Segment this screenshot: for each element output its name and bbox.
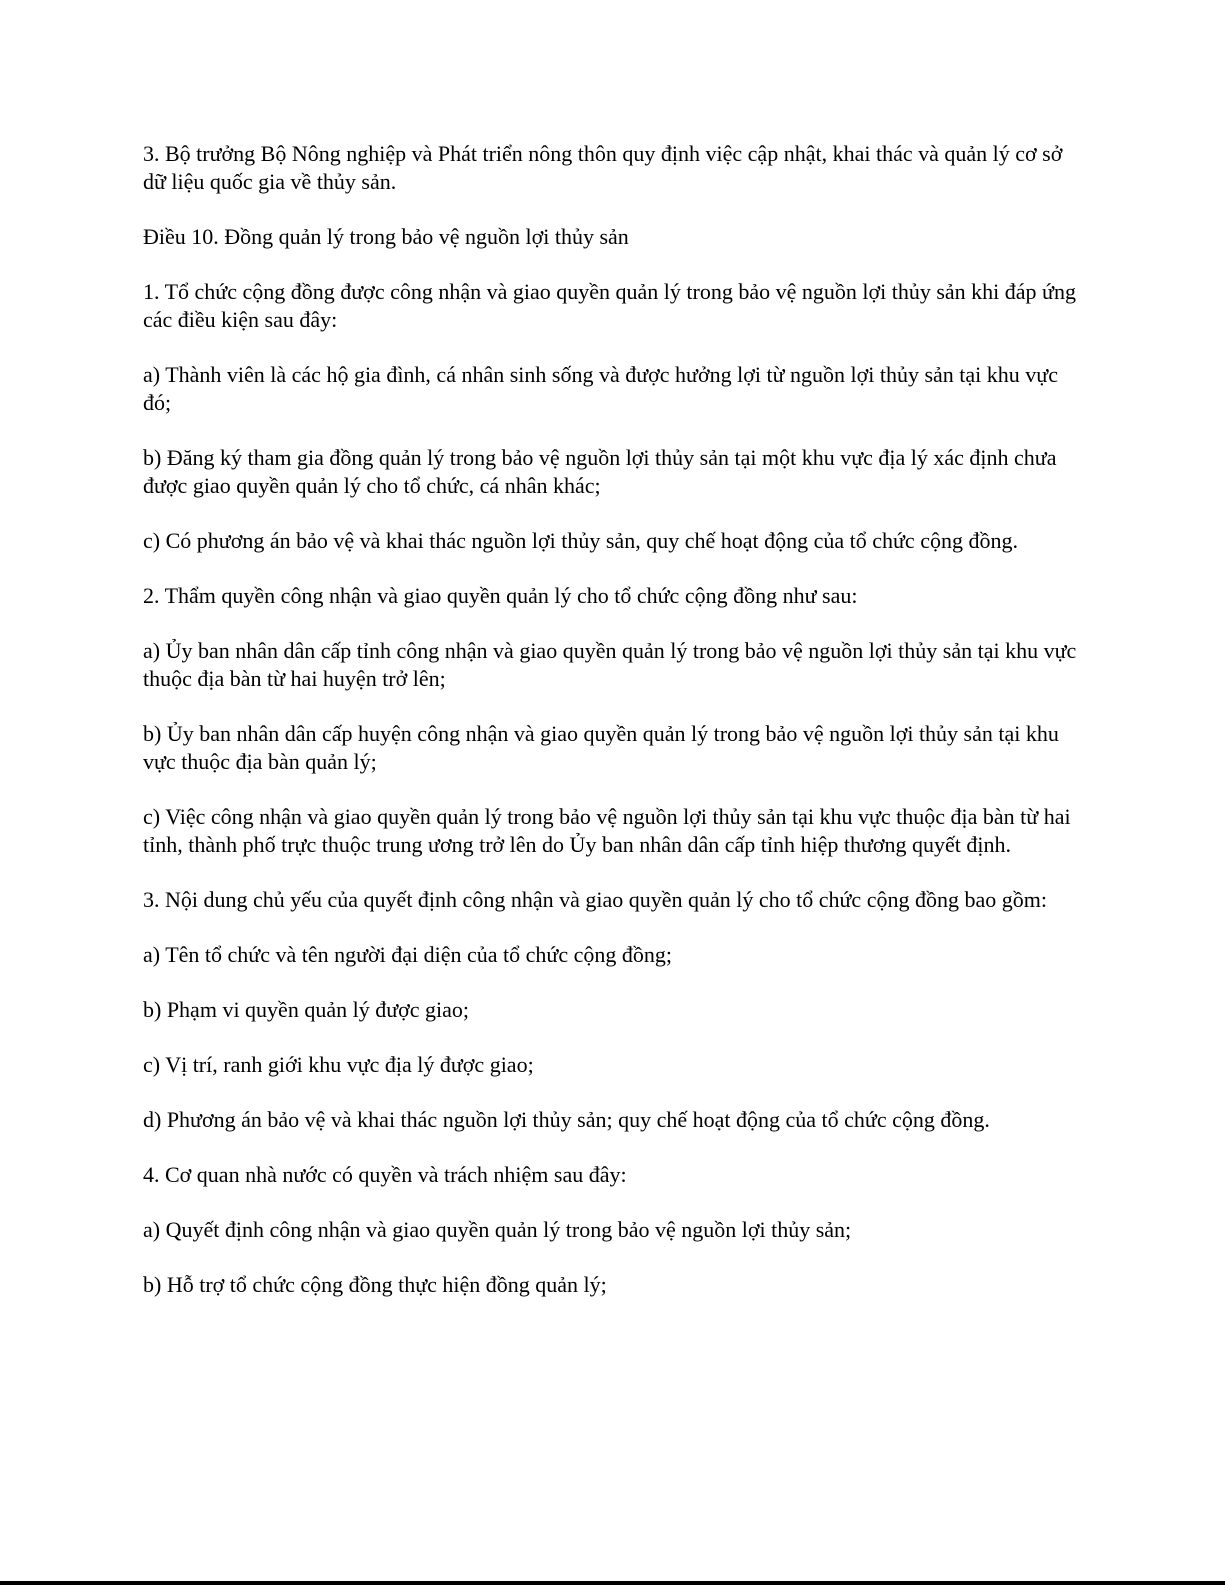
paragraph-clause-1b: b) Đăng ký tham gia đồng quản lý trong bảo vệ nguồn lợi thủy sản tại một khu vực địa lý xác định chưa được giao quyền quản lý cho tổ chức, cá nhân khác;: [143, 445, 1057, 498]
paragraph-clause-2c: c) Việc công nhận và giao quyền quản lý trong bảo vệ nguồn lợi thủy sản tại khu vực thuộc địa bàn từ hai tỉnh, thành phố trực thuộc trung ương trở lên do Ủy ban nhân dân cấp tỉnh hiệp thương quyết định.: [143, 804, 1071, 857]
paragraph-clause-3c: c) Vị trí, ranh giới khu vực địa lý được giao;: [143, 1052, 534, 1077]
paragraph-clause-3d: d) Phương án bảo vệ và khai thác nguồn lợi thủy sản; quy chế hoạt động của tổ chức cộng đồng.: [143, 1107, 990, 1132]
paragraph-clause-2b: b) Ủy ban nhân dân cấp huyện công nhận và giao quyền quản lý trong bảo vệ nguồn lợi thủy sản tại khu vực thuộc địa bàn quản lý;: [143, 721, 1059, 774]
document-body: [143, 140, 1078, 1326]
paragraph-clause-2: 2. Thẩm quyền công nhận và giao quyền quản lý cho tổ chức cộng đồng như sau:: [143, 583, 858, 608]
paragraph-clause-4: 4. Cơ quan nhà nước có quyền và trách nhiệm sau đây:: [143, 1162, 627, 1187]
paragraph-clause-1: 1. Tổ chức cộng đồng được công nhận và giao quyền quản lý trong bảo vệ nguồn lợi thủy sản khi đáp ứng các điều kiện sau đây:: [143, 279, 1076, 332]
page-bottom-border: [0, 1581, 1225, 1585]
paragraph-clause-4a: a) Quyết định công nhận và giao quyền quản lý trong bảo vệ nguồn lợi thủy sản;: [143, 1217, 852, 1242]
paragraph-clause-3b: b) Phạm vi quyền quản lý được giao;: [143, 997, 470, 1022]
paragraph-clause-3a: a) Tên tổ chức và tên người đại diện của tổ chức cộng đồng;: [143, 942, 672, 967]
paragraph-clause-4b: b) Hỗ trợ tổ chức cộng đồng thực hiện đồng quản lý;: [143, 1272, 607, 1297]
paragraph-clause-3: 3. Nội dung chủ yếu của quyết định công nhận và giao quyền quản lý cho tổ chức cộng đồng bao gồm:: [143, 887, 1047, 912]
article-10-heading: Điều 10. Đồng quản lý trong bảo vệ nguồn lợi thủy sản: [143, 224, 629, 249]
paragraph-clause-3-minister: 3. Bộ trưởng Bộ Nông nghiệp và Phát triển nông thôn quy định việc cập nhật, khai thác và quản lý cơ sở dữ liệu quốc gia về thủy sản.: [143, 141, 1063, 194]
paragraph-clause-2a: a) Ủy ban nhân dân cấp tỉnh công nhận và giao quyền quản lý trong bảo vệ nguồn lợi thủy sản tại khu vực thuộc địa bàn từ hai huyện trở lên;: [143, 638, 1077, 691]
paragraph-clause-1a: a) Thành viên là các hộ gia đình, cá nhân sinh sống và được hưởng lợi từ nguồn lợi thủy sản tại khu vực đó;: [143, 362, 1058, 415]
paragraph-clause-1c: c) Có phương án bảo vệ và khai thác nguồn lợi thủy sản, quy chế hoạt động của tổ chức cộng đồng.: [143, 528, 1018, 553]
